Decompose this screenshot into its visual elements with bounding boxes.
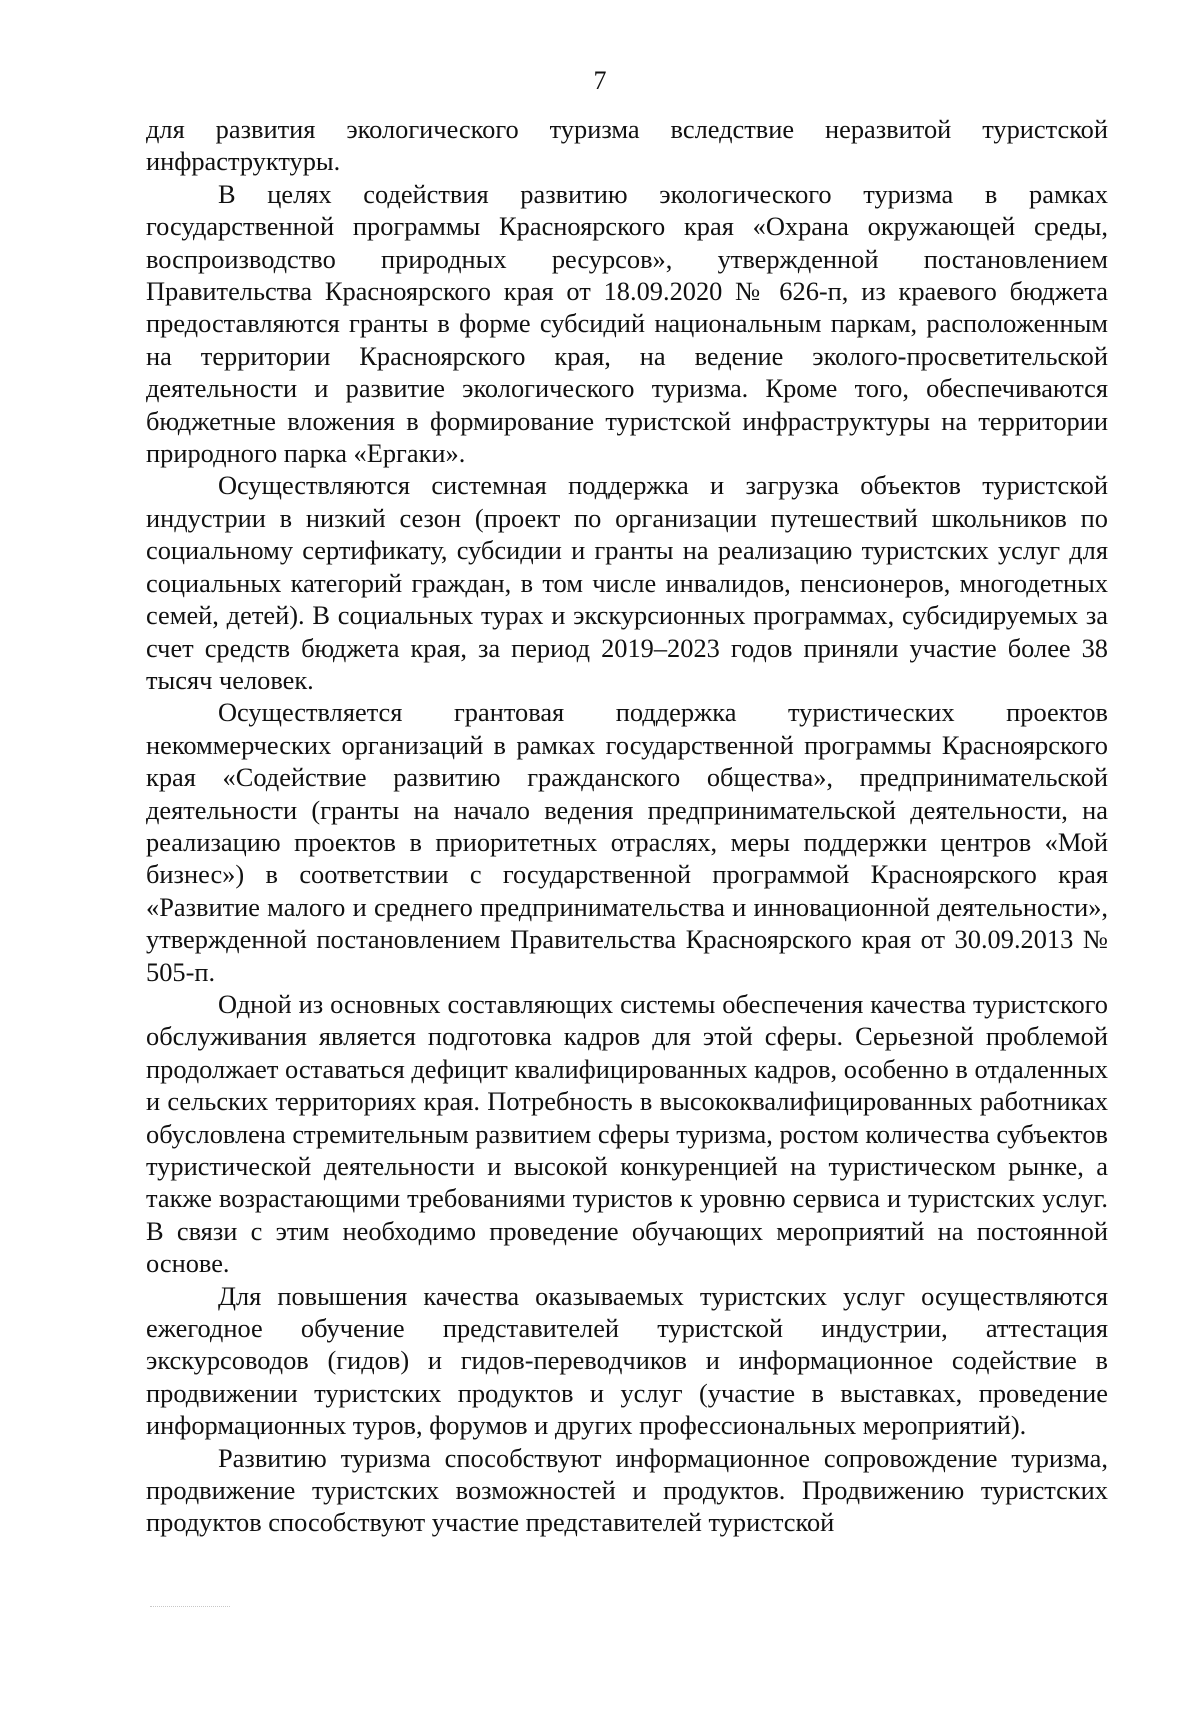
document-body	[146, 113, 1108, 1539]
paragraph-information-support: Развитию туризма способствуют информационное сопровождение туризма, продвижение туристских возможностей и продуктов. Продвижению туристских продуктов способствуют участие представителей туристской	[146, 1442, 1108, 1538]
paragraph-service-quality: Для повышения качества оказываемых туристских услуг осуществляются ежегодное обучение представителей туристской индустрии, аттестация экскурсоводов (гидов) и гидов-переводчиков и информационное содействие в продвижении туристских продуктов и услуг (участие в выставках, проведение информационных туров, форумов и других профессиональных мероприятий).	[146, 1280, 1108, 1441]
paragraph-low-season-support: Осуществляются системная поддержка и загрузка объектов туристской индустрии в низкий сезон (проект по организации путешествий школьников по социальному сертификату, субсидии и гранты на реализацию туристских услуг для социальных категорий граждан, в том числе инвалидов, пенсионеров, многодетных семей, детей). В социальных турах и экскурсионных программах, субсидируемых за счет средств бюджета края, за период 2019–2023 годов приняли участие более 38 тысяч человек.	[146, 470, 1108, 695]
paragraph-eco-tourism-grants: В целях содействия развитию экологического туризма в рамках государственной программы Красноярского края «Охрана окружающей среды, воспроизводство природных ресурсов», утвержденной постановлением Правительства Красноярского края от 18.09.2020 № 626-п, из краевого бюджета предоставляются гранты в форме субсидий национальным паркам, расположенным на территории Красноярского края, на ведение эколого-просветительской деятельности и развитие экологического туризма. Кроме того, обеспечиваются бюджетные вложения в формирование туристской инфраструктуры на территории природного парка «Ергаки».	[146, 178, 1108, 469]
scan-artifact	[150, 1606, 230, 1608]
paragraph-personnel-training: Одной из основных составляющих системы обеспечения качества туристского обслуживания является подготовка кадров для этой сферы. Серьезной проблемой продолжает оставаться дефицит квалифицированных кадров, особенно в отдаленных и сельских территориях края. Потребность в высококвалифицированных работниках обусловлена стремительным развитием сферы туризма, ростом количества субъектов туристической деятельности и высокой конкуренцией на туристическом рынке, а также возрастающими требованиями туристов к уровню сервиса и туристских услуг. В связи с этим необходимо проведение обучающих мероприятий на постоянной основе.	[146, 988, 1108, 1279]
paragraph-grant-support: Осуществляется грантовая поддержка туристических проектов некоммерческих организаций в рамках государственной программы Красноярского края «Содействие развитию гражданского общества», предпринимательской деятельности (гранты на начало ведения предпринимательской деятельности, на реализацию проектов в приоритетных отраслях, меры поддержки центров «Мой бизнес») в соответствии с государственной программой Красноярского края «Развитие малого и среднего предпринимательства и инновационной деятельности», утвержденной постановлением Правительства Красноярского края от 30.09.2013 № 505-п.	[146, 697, 1108, 987]
paragraph-continuation: для развития экологического туризма вследствие неразвитой туристской инфраструктуры.	[146, 114, 1108, 177]
page-number: 7	[593, 66, 607, 95]
